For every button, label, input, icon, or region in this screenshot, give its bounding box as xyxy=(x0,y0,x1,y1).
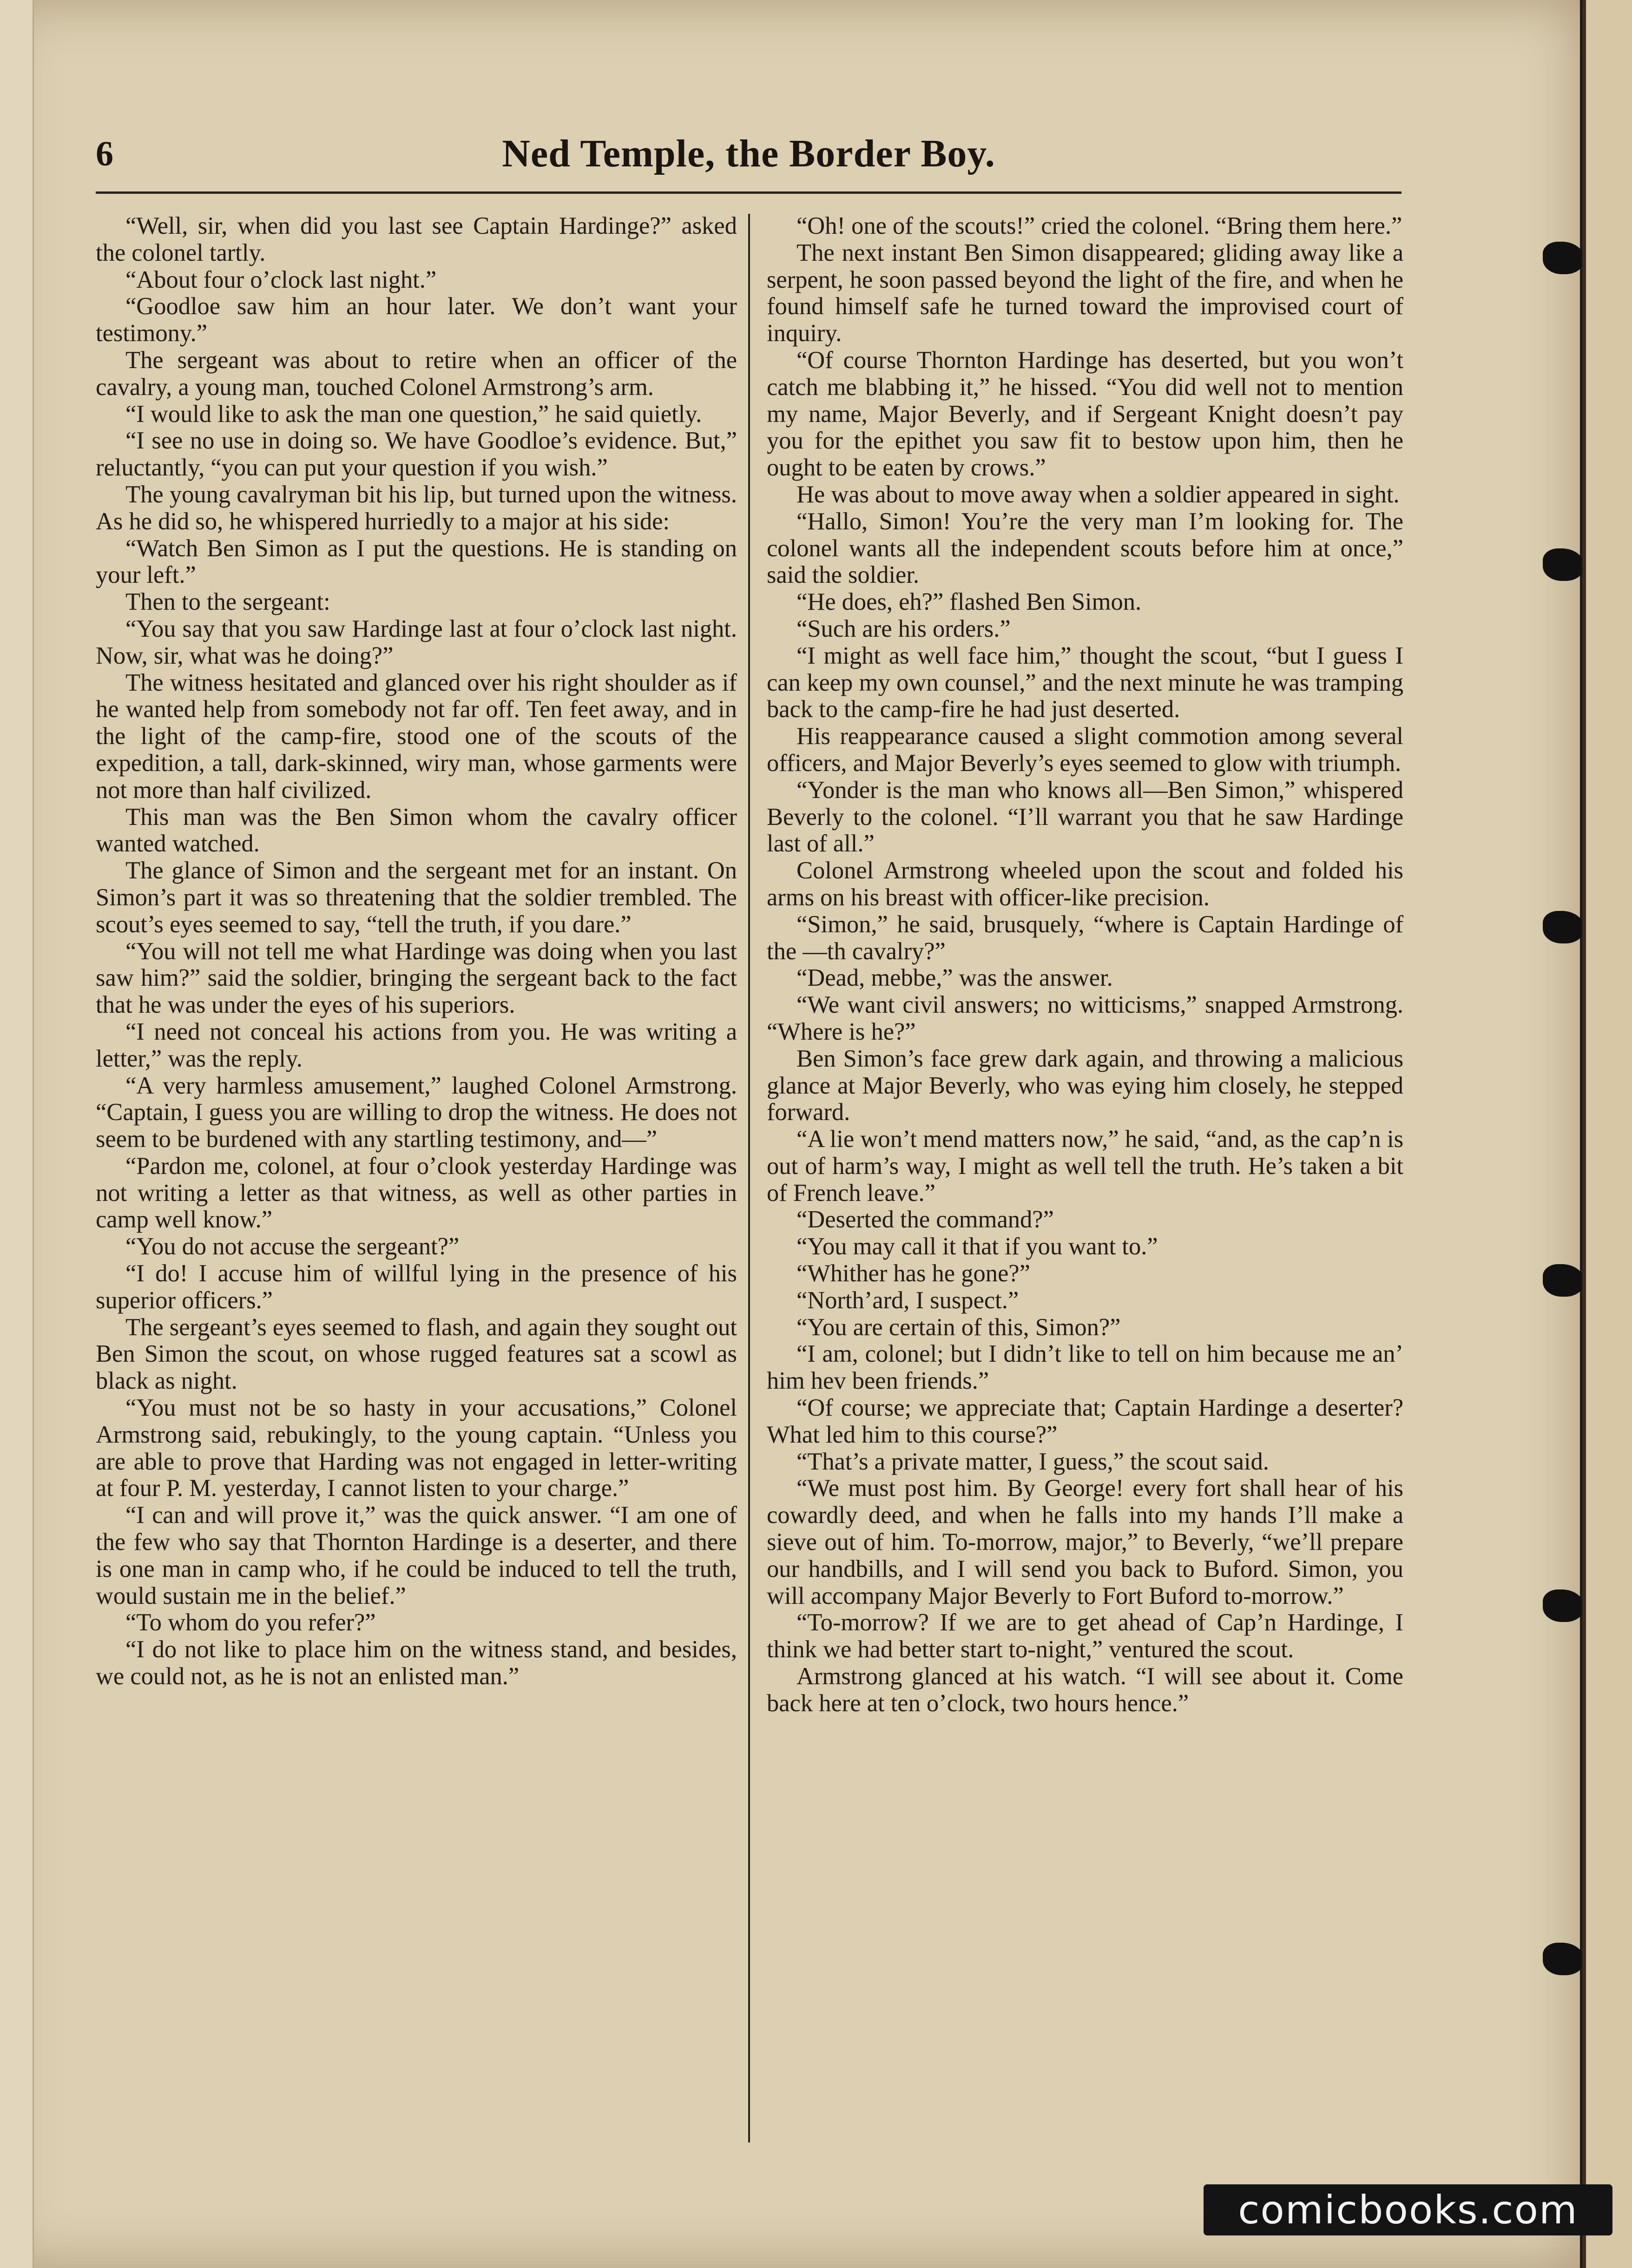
paragraph: The sergeant was about to retire when an officer of the cavalry, a young man, touched Colonel Armstrong’s arm. xyxy=(96,346,737,401)
paragraph: “You may call it that if you want to.” xyxy=(796,1233,1158,1260)
paragraph: Armstrong glanced at his watch. “I will see about it. Come back here at ten o’clock, two hours hence.” xyxy=(767,1663,1403,1717)
page-binding-edge xyxy=(0,0,34,2268)
page-number: 6 xyxy=(96,134,113,173)
paragraph: The witness hesitated and glanced over his right shoulder as if he wanted help from somebody not far off. Ten feet away, and in the light of the camp-fire, stood one of the scouts of the expedition, a tall, dark-skinned, wiry man, whose garments were not more than half civilized. xyxy=(96,669,737,804)
column-divider xyxy=(748,214,750,2143)
header-rule xyxy=(96,191,1402,194)
right-column xyxy=(767,213,1403,2156)
paragraph: “We must post him. By George! every fort shall hear of his cowardly deed, and when he falls into my hands I’ll make a sieve out of him. To-morrow, major,” to Beverly, “we’ll prepare our handbills, and I will send you back to Buford. Simon, you will accompany Major Beverly to Fort Buford to-morrow.” xyxy=(767,1475,1403,1609)
paragraph: “I would like to ask the man one question,” he said quietly. xyxy=(125,400,702,428)
paragraph: “We want civil answers; no witticisms,” snapped Armstrong. “Where is he?” xyxy=(767,991,1403,1045)
paragraph: “I do! I accuse him of willful lying in the presence of his superior officers.” xyxy=(96,1260,737,1314)
paragraph: The young cavalryman bit his lip, but turned upon the witness. As he did so, he whispered hurriedly to a major at his side: xyxy=(96,481,737,535)
paragraph: “I am, colonel; but I didn’t like to tell on him because me an’ him hev been friends.” xyxy=(767,1340,1403,1395)
paragraph: “Such are his orders.” xyxy=(796,615,1011,642)
paragraph: “You say that you saw Hardinge last at four o’clock last night. Now, sir, what was he doing?” xyxy=(96,615,737,669)
paragraph: “That’s a private matter, I guess,” the scout said. xyxy=(796,1448,1269,1475)
paragraph: “He does, eh?” flashed Ben Simon. xyxy=(796,588,1142,616)
paragraph: Then to the sergeant: xyxy=(125,588,330,616)
binding-hole xyxy=(1543,1943,1585,1975)
paragraph: “A very harmless amusement,” laughed Colonel Armstrong. “Captain, I guess you are willing to drop the witness. He does not seem to be burdened with any startling testimony, and—” xyxy=(96,1072,737,1153)
paragraph: “Pardon me, colonel, at four o’clook yesterday Hardinge was not writing a letter as that witness, as well as other parties in camp well know.” xyxy=(96,1152,737,1233)
binding-hole xyxy=(1543,548,1585,581)
paragraph: This man was the Ben Simon whom the cavalry officer wanted watched. xyxy=(96,803,737,857)
facing-page-edge xyxy=(1582,0,1632,2268)
binding-hole xyxy=(1543,1589,1585,1622)
paragraph: “Dead, mebbe,” was the answer. xyxy=(796,964,1113,992)
paragraph: “You do not accuse the sergeant?” xyxy=(125,1233,460,1260)
paragraph: “Simon,” he said, brusquely, “where is Captain Hardinge of the —th cavalry?” xyxy=(767,910,1403,965)
paragraph: The next instant Ben Simon disappeared; gliding away like a serpent, he soon passed beyond the light of the fire, and when he found himself safe he turned toward the improvised court of inquiry. xyxy=(767,239,1403,347)
site-watermark: comicbooks.com xyxy=(1204,2184,1612,2235)
paragraph: “I do not like to place him on the witness stand, and besides, we could not, as he is not an enlisted man.” xyxy=(96,1636,737,1690)
paragraph: “To whom do you refer?” xyxy=(125,1609,376,1636)
paragraph: The glance of Simon and the sergeant met for an instant. On Simon’s part it was so threatening that the soldier trembled. The scout’s eyes seemed to say, “tell the truth, if you dare.” xyxy=(96,857,737,938)
paragraph: “Of course Thornton Hardinge has deserted, but you won’t catch me blabbing it,” he hissed. “You did well not to mention my name, Major Beverly, and if Sergeant Knight doesn’t pay you for the epithet you saw fit to bestow upon him, then he ought to be eaten by crows.” xyxy=(767,346,1403,481)
left-column xyxy=(96,213,737,2156)
paragraph: “Hallo, Simon! You’re the very man I’m looking for. The colonel wants all the independent scouts before him at once,” said the soldier. xyxy=(767,508,1403,589)
paragraph: “To-morrow? If we are to get ahead of Cap’n Hardinge, I think we had better start to-night,” ventured the scout. xyxy=(767,1609,1403,1663)
paragraph: “You must not be so hasty in your accusations,” Colonel Armstrong said, rebukingly, to the young captain. “Unless you are able to prove that Harding was not engaged in letter-writing at four P. M. yesterday, I cannot listen to your charge.” xyxy=(96,1394,737,1502)
running-title: Ned Temple, the Border Boy. xyxy=(502,132,995,175)
binding-hole xyxy=(1543,242,1585,274)
paragraph: “I can and will prove it,” was the quick answer. “I am one of the few who say that Thornton Hardinge is a deserter, and there is one man in camp who, if he could be induced to tell the truth, would sustain me in the belief.” xyxy=(96,1502,737,1609)
binding-hole xyxy=(1543,1264,1585,1297)
paragraph: Ben Simon’s face grew dark again, and throwing a malicious glance at Major Beverly, who was eying him closely, he stepped forward. xyxy=(767,1045,1403,1126)
paragraph: He was about to move away when a soldier appeared in sight. xyxy=(796,481,1400,508)
paragraph: “Oh! one of the scouts!” cried the colonel. “Bring them here.” xyxy=(796,213,1402,239)
paragraph: “You will not tell me what Hardinge was doing when you last saw him?” said the soldier, bringing the sergeant back to the fact that he was under the eyes of his superiors. xyxy=(96,937,737,1019)
paragraph: “Of course; we appreciate that; Captain Hardinge a deserter? What led him to this course?” xyxy=(767,1394,1403,1448)
paragraph: The sergeant’s eyes seemed to flash, and again they sought out Ben Simon the scout, on whose rugged features sat a scowl as black as night. xyxy=(96,1313,737,1395)
paragraph: “I need not conceal his actions from you. He was writing a letter,” was the reply. xyxy=(96,1018,737,1072)
paragraph: “You are certain of this, Simon?” xyxy=(796,1313,1121,1341)
paragraph: “Yonder is the man who knows all—Ben Simon,” whispered Beverly to the colonel. “I’ll warrant you that he saw Hardinge last of all.” xyxy=(767,776,1403,857)
paragraph: “Goodloe saw him an hour later. We don’t want your testimony.” xyxy=(96,293,737,347)
page-header xyxy=(96,125,1402,191)
paragraph: “I might as well face him,” thought the scout, “but I guess I can keep my own counsel,” and the next minute he was tramping back to the camp-fire he had just deserted. xyxy=(767,642,1403,723)
paragraph: His reappearance caused a slight commotion among several officers, and Major Beverly’s eyes seemed to glow with triumph. xyxy=(767,723,1403,777)
paragraph: Colonel Armstrong wheeled upon the scout and folded his arms on his breast with officer-like precision. xyxy=(767,857,1403,911)
paragraph: “A lie won’t mend matters now,” he said, “and, as the cap’n is out of harm’s way, I might as well tell the truth. He’s taken a bit of French leave.” xyxy=(767,1126,1403,1207)
paragraph: “Well, sir, when did you last see Captain Hardinge?” asked the colonel tartly. xyxy=(96,213,737,266)
paragraph: “Whither has he gone?” xyxy=(796,1260,1030,1287)
paragraph: “About four o’clock last night.” xyxy=(125,266,437,293)
paragraph: “North’ard, I suspect.” xyxy=(796,1286,1019,1314)
paragraph: “I see no use in doing so. We have Goodloe’s evidence. But,” reluctantly, “you can put your question if you wish.” xyxy=(96,427,737,481)
binding-hole xyxy=(1543,911,1585,943)
paragraph: “Watch Ben Simon as I put the questions. He is standing on your left.” xyxy=(96,534,737,589)
paragraph: “Deserted the command?” xyxy=(796,1206,1054,1233)
